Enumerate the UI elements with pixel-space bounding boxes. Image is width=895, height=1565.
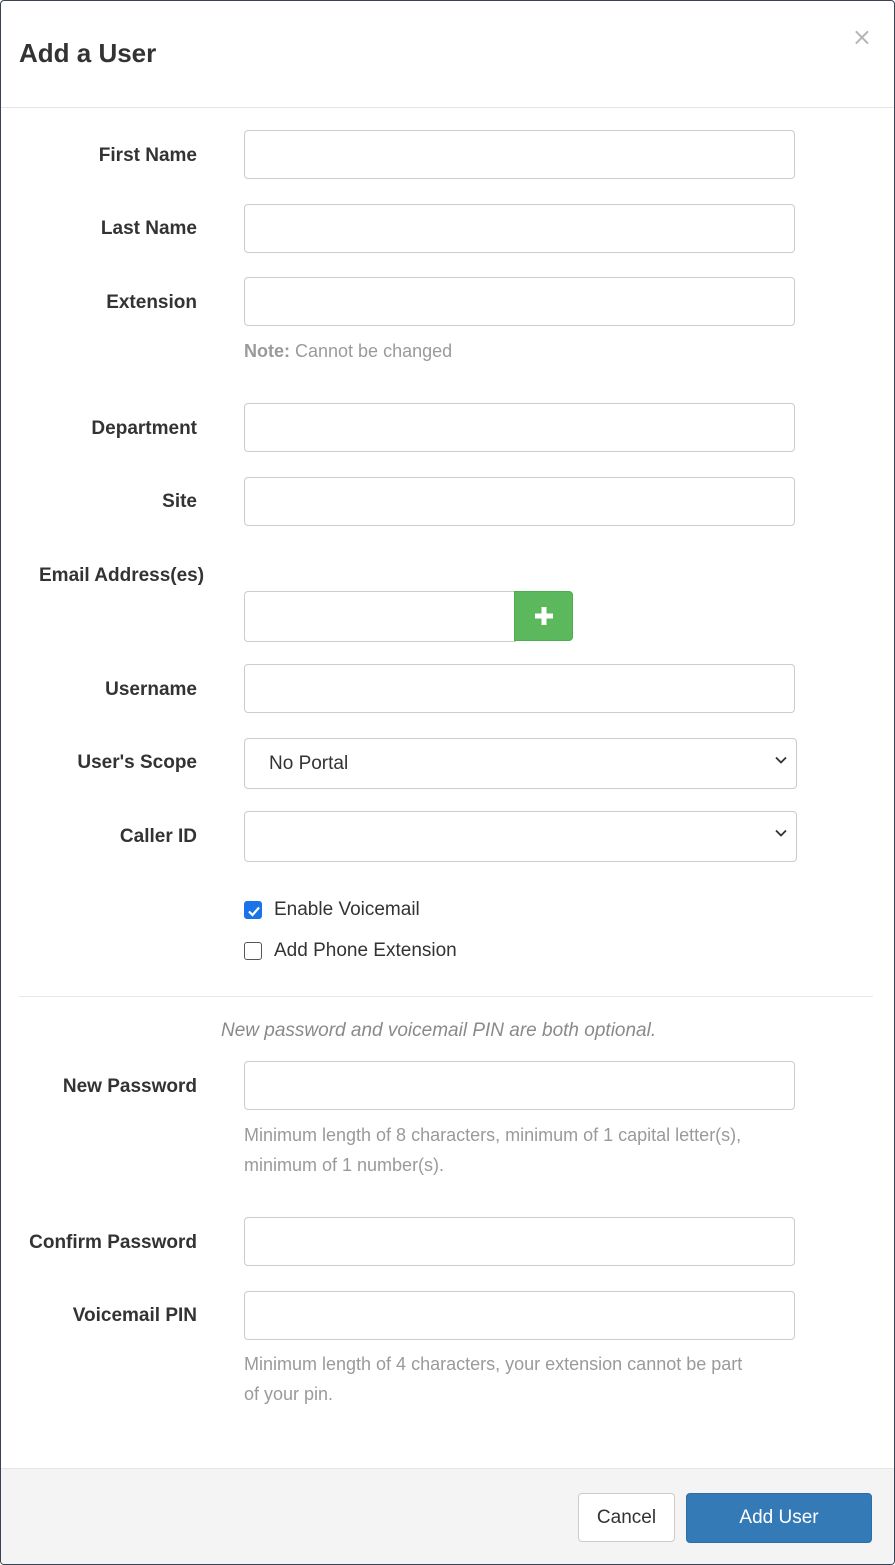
modal-footer [1, 1468, 894, 1564]
email-input[interactable] [244, 591, 516, 642]
extension-note [244, 336, 452, 366]
modal-header [1, 1, 894, 108]
add-phone-extension-label: Add Phone Extension [274, 940, 457, 961]
confirm-password-input[interactable] [244, 1217, 795, 1266]
extension-label: Extension [106, 292, 197, 313]
scope-select[interactable] [244, 738, 797, 789]
add-user-button[interactable]: Add User [686, 1493, 872, 1543]
voicemail-pin-input[interactable] [244, 1291, 795, 1340]
cancel-button[interactable]: Cancel [578, 1493, 675, 1542]
add-email-button[interactable] [514, 591, 573, 641]
checkbox-checked[interactable] [244, 901, 262, 919]
voicemail-pin-label: Voicemail PIN [72, 1305, 197, 1326]
department-input[interactable] [244, 403, 795, 452]
add-phone-extension-checkbox[interactable] [244, 939, 474, 963]
username-label: Username [105, 679, 197, 700]
password-help-line2: minimum of 1 number(s). [244, 1155, 445, 1175]
new-password-label: New Password [62, 1076, 197, 1097]
first-name-label: First Name [98, 145, 197, 166]
site-input[interactable] [244, 477, 795, 526]
confirm-password-label: Confirm Password [29, 1232, 197, 1253]
username-input[interactable] [244, 664, 795, 713]
password-help [244, 1120, 741, 1180]
section-divider [19, 996, 873, 997]
first-name-input[interactable] [244, 130, 795, 179]
site-label: Site [162, 491, 197, 512]
checkmark-icon [245, 902, 263, 920]
scope-selected-value: No Portal [269, 753, 349, 774]
chevron-down-icon [774, 826, 788, 840]
pin-help [244, 1349, 742, 1409]
caller-id-label: Caller ID [119, 826, 197, 847]
note-text: Cannot be changed [290, 341, 453, 361]
pin-help-line1: Minimum length of 4 characters, your extension cannot be part [244, 1354, 743, 1374]
enable-voicemail-label: Enable Voicemail [274, 899, 420, 920]
extension-input[interactable] [244, 277, 795, 326]
plus-icon [534, 606, 554, 626]
email-label: Email Address(es) [39, 565, 205, 586]
optional-note: New password and voicemail PIN are both optional. [221, 1020, 657, 1041]
pin-help-line2: of your pin. [244, 1384, 334, 1404]
password-help-line1: Minimum length of 8 characters, minimum of 1 capital letter(s), [244, 1125, 742, 1145]
department-label: Department [91, 418, 197, 439]
enable-voicemail-checkbox[interactable] [244, 898, 444, 922]
scope-label: User's Scope [77, 752, 197, 773]
caller-id-select[interactable] [244, 811, 797, 862]
close-button[interactable]: × [851, 23, 872, 51]
last-name-input[interactable] [244, 204, 795, 253]
chevron-down-icon [774, 753, 788, 767]
last-name-label: Last Name [100, 218, 197, 239]
modal-title: Add a User [19, 38, 157, 68]
note-prefix: Note: [244, 341, 290, 361]
checkbox-unchecked[interactable] [244, 942, 262, 960]
new-password-input[interactable] [244, 1061, 795, 1110]
